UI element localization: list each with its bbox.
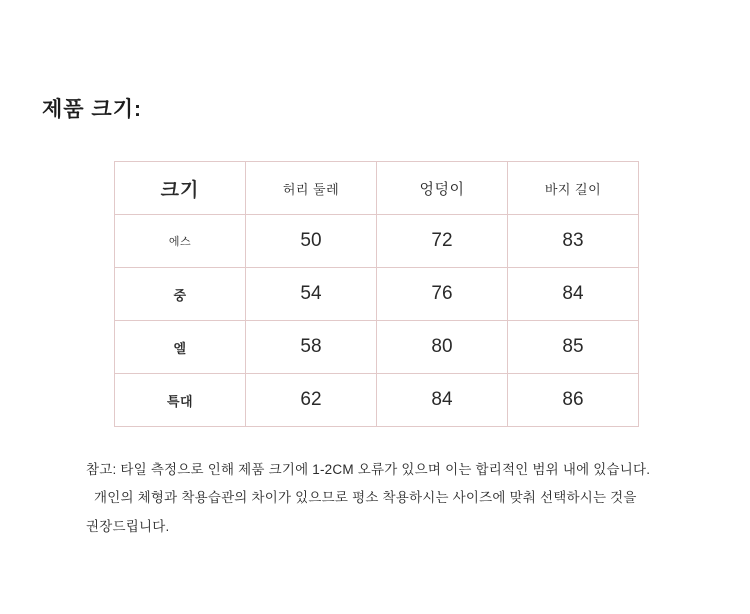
- cell-s-hip: 72: [377, 215, 508, 268]
- cell-m-hip: 76: [377, 268, 508, 321]
- table-header-hip: 엉덩이: [377, 162, 508, 215]
- cell-m-length: 84: [508, 268, 639, 321]
- cell-s-waist: 50: [246, 215, 377, 268]
- row-label-xl: 특대: [115, 374, 246, 427]
- cell-xl-hip: 84: [377, 374, 508, 427]
- table-row: [115, 268, 639, 321]
- cell-m-waist: 54: [246, 268, 377, 321]
- cell-l-waist: 58: [246, 321, 377, 374]
- table-header-row: [115, 162, 639, 215]
- row-label-l: 엘: [115, 321, 246, 374]
- cell-xl-length: 86: [508, 374, 639, 427]
- note-line-3: 권장드립니다.: [86, 518, 170, 534]
- table-row: [115, 374, 639, 427]
- size-table: [114, 161, 639, 427]
- note-line-2: 개인의 체형과 착용습관의 차이가 있으므로 평소 착용하시는 사이즈에 맞춰 선택하시는 것을: [94, 490, 637, 506]
- table-header-size: 크기: [115, 162, 246, 215]
- cell-s-length: 83: [508, 215, 639, 268]
- notes-block: [86, 456, 666, 541]
- page-title: 제품 크기:: [42, 98, 142, 121]
- row-label-m: 중: [115, 268, 246, 321]
- row-label-s: 에스: [115, 215, 246, 268]
- table-row: [115, 215, 639, 268]
- cell-l-hip: 80: [377, 321, 508, 374]
- table-header-length: 바지 길이: [508, 162, 639, 215]
- table-row: [115, 321, 639, 374]
- cell-xl-waist: 62: [246, 374, 377, 427]
- note-line-1: 참고: 타일 측정으로 인해 제품 크기에 1-2CM 오류가 있으며 이는 합리적인 범위 내에 있습니다.: [86, 462, 651, 477]
- cell-l-length: 85: [508, 321, 639, 374]
- table-header-waist: 허리 둘레: [246, 162, 377, 215]
